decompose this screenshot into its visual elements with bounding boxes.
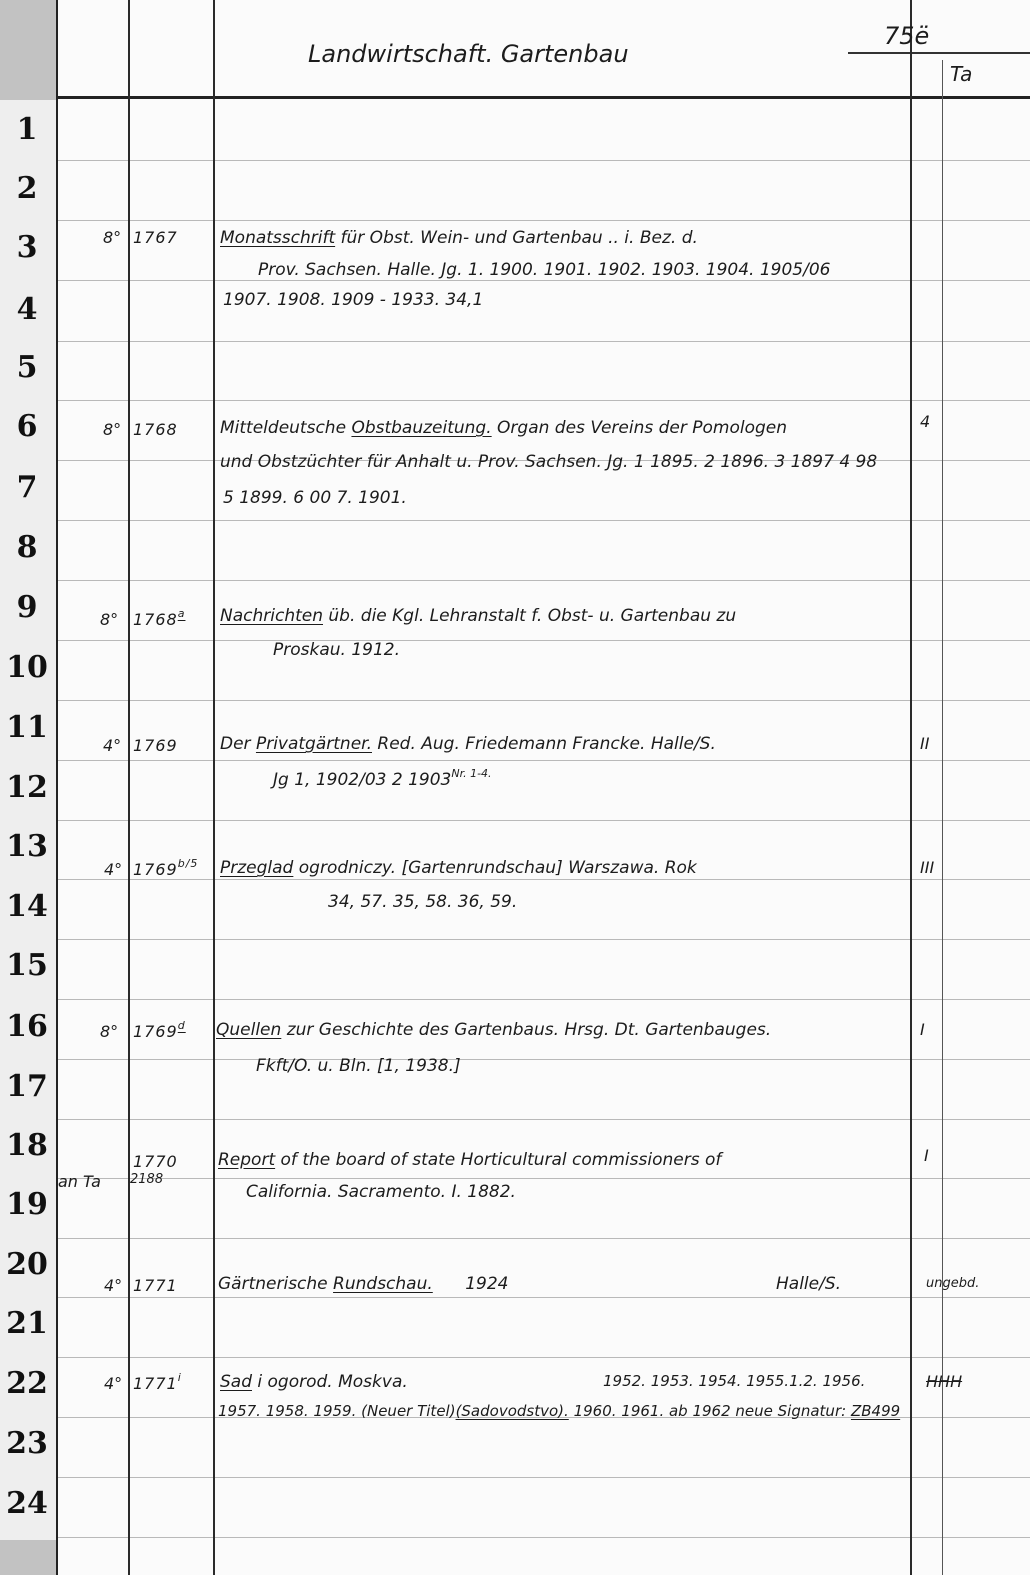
ruled-line <box>58 640 1030 641</box>
line-number: 13 <box>6 829 48 864</box>
line-number: 5 <box>16 350 38 385</box>
entry-title: Sad <box>220 1372 252 1392</box>
entry-line-2 <box>218 1402 900 1420</box>
entry-line-1 <box>220 734 716 754</box>
ruled-line <box>58 1357 1030 1358</box>
entry-text: Red. Aug. Friedemann Francke. Halle/S. <box>377 734 716 754</box>
column-line-right <box>942 60 943 1575</box>
ruled-line <box>58 1119 1030 1120</box>
entry-text: 1957. 1958. 1959. (Neuer Titel) <box>218 1402 456 1420</box>
entry-signature: 1771 <box>133 1276 178 1295</box>
entry-line-2: 34, 57. 35, 58. 36, 59. <box>328 892 518 912</box>
signature-suffix: i <box>177 1371 182 1384</box>
signature-suffix: a <box>177 607 186 620</box>
ruled-line <box>58 1477 1030 1478</box>
entry-line-1 <box>218 1150 721 1170</box>
entry-line-2: und Obstzüchter für Anhalt u. Prov. Sachsen. Jg. 1 1895. 2 1896. 3 1897 4 98 <box>220 452 878 472</box>
entry-format: 8° <box>103 420 122 439</box>
entry-signature: 1770 <box>133 1152 178 1171</box>
entry-place: Halle/S. <box>776 1274 842 1294</box>
ruled-line <box>58 220 1030 221</box>
entry-note: II <box>920 734 930 753</box>
signature-suffix: d <box>177 1019 186 1032</box>
ruled-line <box>58 1297 1030 1298</box>
line-number: 7 <box>16 470 38 505</box>
entry-text: Organ des Vereins der Pomologen <box>497 418 788 438</box>
entry-line-1 <box>220 606 736 626</box>
ruled-line <box>58 820 1030 821</box>
entry-title: Report <box>218 1150 276 1170</box>
entry-text: of the board of state Horticultural commissioners of <box>280 1150 722 1170</box>
entry-format: 4° <box>104 860 123 879</box>
line-number: 21 <box>6 1306 48 1341</box>
ledger-page <box>56 0 1030 1575</box>
entry-title: Przeglad <box>220 858 294 878</box>
line-number: 23 <box>6 1426 48 1461</box>
line-number: 14 <box>6 889 48 924</box>
entry-text: für Obst. Wein- und Gartenbau .. i. Bez. d. <box>340 228 698 248</box>
entry-title: Rundschau. <box>333 1274 433 1294</box>
line-number: 20 <box>6 1247 48 1282</box>
entry-note: I <box>920 1020 925 1039</box>
entry-text: ogrodniczy. [Gartenrundschau] Warszawa. Rok <box>298 858 697 878</box>
ruled-line <box>58 580 1030 581</box>
entry-signature <box>133 1371 182 1393</box>
entry-format: 8° <box>100 610 119 629</box>
line-number: 6 <box>16 409 38 444</box>
column-label: Ta <box>950 62 973 86</box>
entry-signature: 1767 <box>133 228 178 247</box>
ruled-line <box>58 760 1030 761</box>
entry-title-prefix: Gärtnerische <box>218 1274 328 1294</box>
line-number: 12 <box>6 770 48 805</box>
entry-line-1 <box>218 1274 508 1294</box>
signature-number: 1769 <box>133 860 178 879</box>
ruled-line <box>58 1059 1030 1060</box>
entry-text: üb. die Kgl. Lehranstalt f. Obst- u. Gartenbau zu <box>328 606 737 626</box>
line-number: 24 <box>6 1486 48 1521</box>
entry-text: Jg 1, 1902/03 2 1903 <box>273 770 452 790</box>
entry-new-title: (Sadovodstvo). <box>455 1402 569 1420</box>
signature-suffix: b/5 <box>177 857 199 870</box>
line-number: 11 <box>6 710 48 745</box>
entry-text: 1960. 1961. ab 1962 neue Signatur: <box>573 1402 847 1420</box>
entry-note: ungebd. <box>926 1276 980 1291</box>
line-number: 2 <box>16 171 38 206</box>
line-number: 16 <box>6 1009 48 1044</box>
entry-note: HHH <box>926 1372 963 1391</box>
entry-margin-note: an Ta <box>58 1172 101 1191</box>
entry-signature <box>133 857 199 879</box>
line-number: 8 <box>16 530 38 565</box>
line-number: 3 <box>16 230 38 265</box>
entry-line-2: Prov. Sachsen. Halle. Jg. 1. 1900. 1901. 1902. 1903. 1904. 1905/06 <box>258 260 831 280</box>
page-title: Landwirtschaft. Gartenbau <box>308 40 629 68</box>
entry-line-3: 1907. 1908. 1909 - 1933. 34,1 <box>223 290 484 310</box>
signature-number: 1771 <box>133 1374 178 1393</box>
entry-line-2: Proskau. 1912. <box>273 640 401 660</box>
entry-format: 4° <box>104 1276 123 1295</box>
entry-year: 1924 <box>465 1274 509 1294</box>
entry-signature: 1768 <box>133 420 178 439</box>
line-number: 10 <box>6 650 48 685</box>
entry-line-1 <box>220 858 697 878</box>
ruled-line <box>58 1178 1030 1179</box>
entry-signature-secondary: 2188 <box>130 1172 164 1187</box>
ruled-line <box>58 160 1030 161</box>
entry-line-1 <box>216 1020 771 1040</box>
ruled-line <box>58 341 1030 342</box>
signature-number: 1769 <box>133 1022 178 1041</box>
entry-signature <box>133 607 186 629</box>
entry-title: Obstbauzeitung. <box>351 418 492 438</box>
line-number: 4 <box>16 292 38 327</box>
page-number-rule <box>848 52 1030 54</box>
entry-line-2: Fkft/O. u. Bln. [1, 1938.] <box>256 1056 461 1076</box>
line-number: 9 <box>16 590 38 625</box>
ruled-line <box>58 1238 1030 1239</box>
entry-format: 8° <box>100 1022 119 1041</box>
line-number: 17 <box>6 1069 48 1104</box>
ruled-line <box>58 1537 1030 1538</box>
signature-number: 1768 <box>133 610 178 629</box>
entry-format: 8° <box>103 228 122 247</box>
entry-title: Monatsschrift <box>220 228 336 248</box>
entry-line-1 <box>220 418 787 438</box>
entry-new-signature: ZB499 <box>850 1402 901 1420</box>
entry-line-1 <box>220 1372 408 1392</box>
entry-line-2 <box>273 767 492 790</box>
ruled-line <box>58 939 1030 940</box>
line-number: 15 <box>6 948 48 983</box>
entry-title: Privatgärtner. <box>255 734 372 754</box>
column-line-note <box>910 0 912 1575</box>
entry-line-2: California. Sacramento. I. 1882. <box>246 1182 516 1202</box>
scan-margin-top <box>0 0 56 100</box>
entry-text: zur Geschichte des Gartenbaus. Hrsg. Dt. Gartenbauges. <box>286 1020 772 1040</box>
ruled-line <box>58 879 1030 880</box>
scan-margin-bottom <box>0 1540 56 1575</box>
entry-line-3: 5 1899. 6 00 7. 1901. <box>223 488 407 508</box>
line-number: 19 <box>6 1187 48 1222</box>
entry-text: i ogorod. Moskva. <box>257 1372 408 1392</box>
entry-title: Quellen <box>216 1020 282 1040</box>
line-number: 1 <box>16 112 38 147</box>
entry-title-prefix: Mitteldeutsche <box>220 418 347 438</box>
column-line-format <box>128 0 130 1575</box>
entry-note: 4 <box>920 412 931 431</box>
ruled-line <box>58 700 1030 701</box>
ruled-line <box>58 999 1030 1000</box>
entry-signature <box>133 1019 186 1041</box>
entry-format: 4° <box>103 736 122 755</box>
line-number: 22 <box>6 1366 48 1401</box>
entry-note: I <box>924 1146 929 1165</box>
entry-format: 4° <box>104 1374 123 1393</box>
ruled-line <box>58 520 1030 521</box>
column-line-signature <box>213 0 215 1575</box>
header-rule <box>58 96 1030 99</box>
line-number: 18 <box>6 1128 48 1163</box>
entry-signature: 1769 <box>133 736 178 755</box>
entry-title: Nachrichten <box>220 606 323 626</box>
entry-superscript: Nr. 1-4. <box>451 767 492 780</box>
page-number: 75ë <box>884 22 930 50</box>
ruled-line <box>58 280 1030 281</box>
entry-title-prefix: Der <box>220 734 251 754</box>
ruled-line <box>58 400 1030 401</box>
entry-years: 1952. 1953. 1954. 1955.1.2. 1956. <box>603 1372 866 1390</box>
entry-line-1 <box>220 228 698 248</box>
entry-note: III <box>920 858 935 877</box>
